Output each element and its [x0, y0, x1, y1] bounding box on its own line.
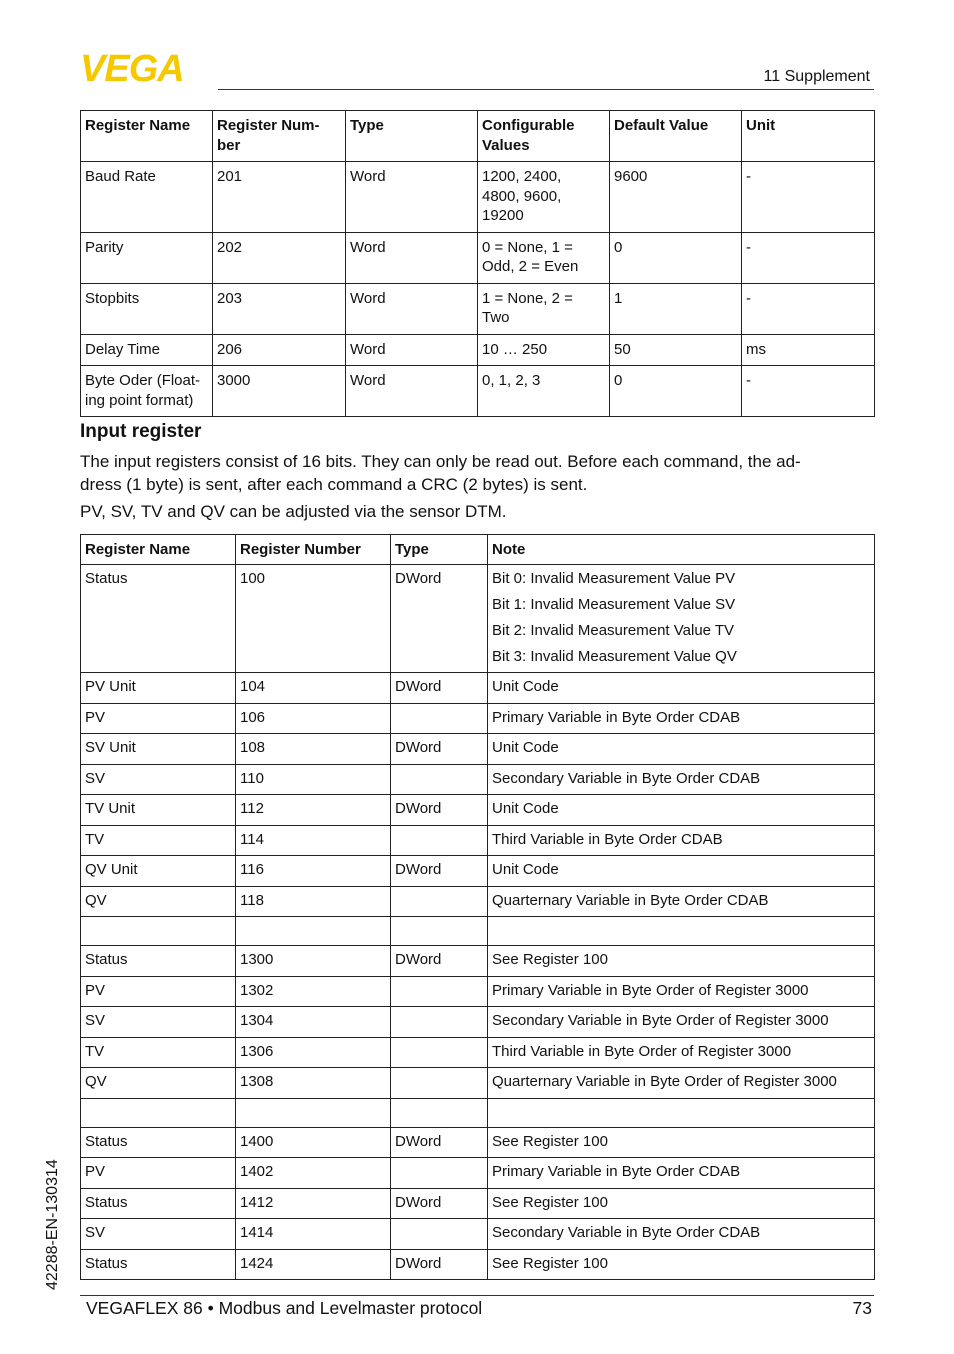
table-cell: Quarternary Variable in Byte Order CDAB [488, 886, 875, 917]
serial-register-table-header [81, 111, 875, 162]
table-cell: Primary Variable in Byte Order CDAB [488, 1158, 875, 1189]
table-cell: DWord [391, 1249, 488, 1280]
section-label: 11 Supplement [763, 68, 870, 85]
table-cell: TV Unit [81, 795, 236, 826]
table-cell: 104 [236, 673, 391, 704]
table-cell: SV [81, 764, 236, 795]
table-cell: 116 [236, 856, 391, 887]
column-header: Type [391, 535, 488, 565]
table-cell: 206 [213, 334, 346, 366]
table-cell: QV [81, 1068, 236, 1099]
page-number: 73 [852, 1298, 872, 1318]
table-cell [488, 917, 875, 946]
table-cell: 1400 [236, 1127, 391, 1158]
section-heading: Input register [80, 421, 202, 442]
table-cell: Third Variable in Byte Order of Register 3000 [488, 1037, 875, 1068]
table-cell [391, 1158, 488, 1189]
table-cell: Status [81, 1188, 236, 1219]
table-cell: 1 [610, 283, 742, 334]
table-cell: Status [81, 564, 236, 673]
table-cell: Primary Variable in Byte Order of Register 3000 [488, 976, 875, 1007]
table-cell: 202 [213, 232, 346, 283]
table-cell: 9600 [610, 162, 742, 233]
table-row [81, 1037, 875, 1068]
table-row [81, 366, 875, 417]
table-row [81, 1219, 875, 1250]
table-cell: Word [346, 232, 478, 283]
table-row [81, 886, 875, 917]
table-cell: PV Unit [81, 673, 236, 704]
table-cell [391, 976, 488, 1007]
table-header-row [81, 535, 875, 565]
table-row [81, 162, 875, 233]
table-cell: 112 [236, 795, 391, 826]
footer-title: VEGAFLEX 86 • Modbus and Levelmaster protocol [86, 1298, 483, 1318]
table-row [81, 1188, 875, 1219]
table-cell [391, 917, 488, 946]
table-row [81, 734, 875, 765]
table-row [81, 917, 875, 946]
table-cell: Baud Rate [81, 162, 213, 233]
table-cell: DWord [391, 856, 488, 887]
table-cell [236, 917, 391, 946]
input-register-table-body [81, 564, 875, 1280]
table-cell [391, 886, 488, 917]
column-header: Configurable Values [478, 111, 610, 162]
table-cell: Primary Variable in Byte Order CDAB [488, 703, 875, 734]
column-header: Unit [742, 111, 875, 162]
table-cell: See Register 100 [488, 1188, 875, 1219]
header-rule [218, 89, 874, 90]
table-cell: Word [346, 162, 478, 233]
table-cell: 0 = None, 1 = Odd, 2 = Even [478, 232, 610, 283]
table-cell: Quarternary Variable in Byte Order of Register 3000 [488, 1068, 875, 1099]
status-bit-note: Bit 1: Invalid Measurement Value SV [492, 595, 736, 613]
table-cell: 10 … 250 [478, 334, 610, 366]
table-cell: 201 [213, 162, 346, 233]
table-cell: QV Unit [81, 856, 236, 887]
table-cell: PV [81, 976, 236, 1007]
table-cell: - [742, 366, 875, 417]
table-cell: Secondary Variable in Byte Order CDAB [488, 1219, 875, 1250]
table-cell: See Register 100 [488, 946, 875, 977]
table-cell: 1302 [236, 976, 391, 1007]
table-cell: Status [81, 1127, 236, 1158]
table-cell [391, 703, 488, 734]
table-cell: QV [81, 886, 236, 917]
table-cell: 1306 [236, 1037, 391, 1068]
table-row [81, 1098, 875, 1127]
table-row [81, 283, 875, 334]
table-cell: Word [346, 283, 478, 334]
table-cell: Delay Time [81, 334, 213, 366]
table-row [81, 1249, 875, 1280]
table-cell [81, 1098, 236, 1127]
input-register-table-header [81, 535, 875, 565]
table-cell: 0 [610, 366, 742, 417]
table-cell [391, 764, 488, 795]
table-cell: - [742, 232, 875, 283]
table-cell: 106 [236, 703, 391, 734]
table-cell: Byte Oder (Float- ing point format) [81, 366, 213, 417]
table-cell: See Register 100 [488, 1249, 875, 1280]
footer-rule [80, 1295, 874, 1296]
status-bit-notes [488, 564, 875, 673]
table-cell: SV [81, 1219, 236, 1250]
column-header: Register Number [236, 535, 391, 565]
table-cell: 50 [610, 334, 742, 366]
table-row-status [81, 564, 875, 673]
table-cell: 1304 [236, 1007, 391, 1038]
column-header: Register Name [81, 535, 236, 565]
table-row [81, 703, 875, 734]
table-cell: - [742, 162, 875, 233]
table-cell: 3000 [213, 366, 346, 417]
table-cell: 1424 [236, 1249, 391, 1280]
table-cell: TV [81, 1037, 236, 1068]
table-cell: Word [346, 334, 478, 366]
status-bit-note: Bit 2: Invalid Measurement Value TV [492, 621, 735, 639]
table-cell: 1200, 2400, 4800, 9600, 19200 [478, 162, 610, 233]
table-cell: 1 = None, 2 = Two [478, 283, 610, 334]
table-cell: Stopbits [81, 283, 213, 334]
table-row [81, 856, 875, 887]
table-cell: 1402 [236, 1158, 391, 1189]
table-cell: DWord [391, 734, 488, 765]
table-cell: Status [81, 946, 236, 977]
table-cell: PV [81, 1158, 236, 1189]
table-cell: DWord [391, 795, 488, 826]
dtm-note: PV, SV, TV and QV can be adjusted via the sensor DTM. [80, 502, 507, 521]
column-header: Default Value [610, 111, 742, 162]
table-cell: 203 [213, 283, 346, 334]
table-cell: 1300 [236, 946, 391, 977]
table-cell: 100 [236, 564, 391, 673]
table-cell [488, 1098, 875, 1127]
vega-logo [80, 50, 212, 84]
table-cell: DWord [391, 564, 488, 673]
table-cell: 1412 [236, 1188, 391, 1219]
table-cell: ms [742, 334, 875, 366]
table-cell: - [742, 283, 875, 334]
table-cell [391, 1098, 488, 1127]
table-cell: PV [81, 703, 236, 734]
table-cell [391, 1007, 488, 1038]
table-cell: 108 [236, 734, 391, 765]
table-cell: 0 [610, 232, 742, 283]
table-cell [391, 825, 488, 856]
table-cell: Unit Code [488, 856, 875, 887]
table-cell: Status [81, 1249, 236, 1280]
table-cell: 1414 [236, 1219, 391, 1250]
table-cell: Unit Code [488, 673, 875, 704]
table-cell [391, 1037, 488, 1068]
table-cell: Secondary Variable in Byte Order of Register 3000 [488, 1007, 875, 1038]
table-cell: Word [346, 366, 478, 417]
table-cell [236, 1098, 391, 1127]
table-cell: SV Unit [81, 734, 236, 765]
table-row [81, 946, 875, 977]
table-cell: TV [81, 825, 236, 856]
input-register-table [80, 534, 875, 1280]
input-register-description: The input registers consist of 16 bits. They can only be read out. Before each command, the ad- dress (1 byte) is sent, after each command a CRC (2 bytes) is sent. [80, 452, 801, 494]
table-cell: Secondary Variable in Byte Order CDAB [488, 764, 875, 795]
table-row [81, 1007, 875, 1038]
table-cell: 0, 1, 2, 3 [478, 366, 610, 417]
table-row [81, 1158, 875, 1189]
table-cell: SV [81, 1007, 236, 1038]
column-header: Note [488, 535, 875, 565]
table-row [81, 334, 875, 366]
table-cell [391, 1068, 488, 1099]
table-cell: DWord [391, 1188, 488, 1219]
table-cell: Unit Code [488, 734, 875, 765]
table-cell: DWord [391, 946, 488, 977]
table-cell: Third Variable in Byte Order CDAB [488, 825, 875, 856]
table-cell: DWord [391, 1127, 488, 1158]
table-cell: DWord [391, 673, 488, 704]
table-row [81, 825, 875, 856]
table-row [81, 976, 875, 1007]
table-row [81, 1127, 875, 1158]
table-cell: 118 [236, 886, 391, 917]
table-row [81, 673, 875, 704]
column-header: Register Name [81, 111, 213, 162]
column-header: Type [346, 111, 478, 162]
table-cell: 110 [236, 764, 391, 795]
table-cell: See Register 100 [488, 1127, 875, 1158]
table-cell: Unit Code [488, 795, 875, 826]
vega-logo-text: VEGA [80, 50, 184, 84]
document-code: 42288-EN-130314 [44, 1159, 61, 1290]
table-row [81, 232, 875, 283]
table-row [81, 1068, 875, 1099]
table-cell [81, 917, 236, 946]
status-bit-note: Bit 3: Invalid Measurement Value QV [492, 647, 737, 665]
table-cell [391, 1219, 488, 1250]
table-row [81, 764, 875, 795]
serial-register-table [80, 110, 875, 417]
serial-register-table-body [81, 162, 875, 417]
table-header-row [81, 111, 875, 162]
status-bit-note: Bit 0: Invalid Measurement Value PV [492, 569, 736, 587]
column-header: Register Num- ber [213, 111, 346, 162]
table-cell: Parity [81, 232, 213, 283]
table-row [81, 795, 875, 826]
table-cell: 1308 [236, 1068, 391, 1099]
table-cell: 114 [236, 825, 391, 856]
